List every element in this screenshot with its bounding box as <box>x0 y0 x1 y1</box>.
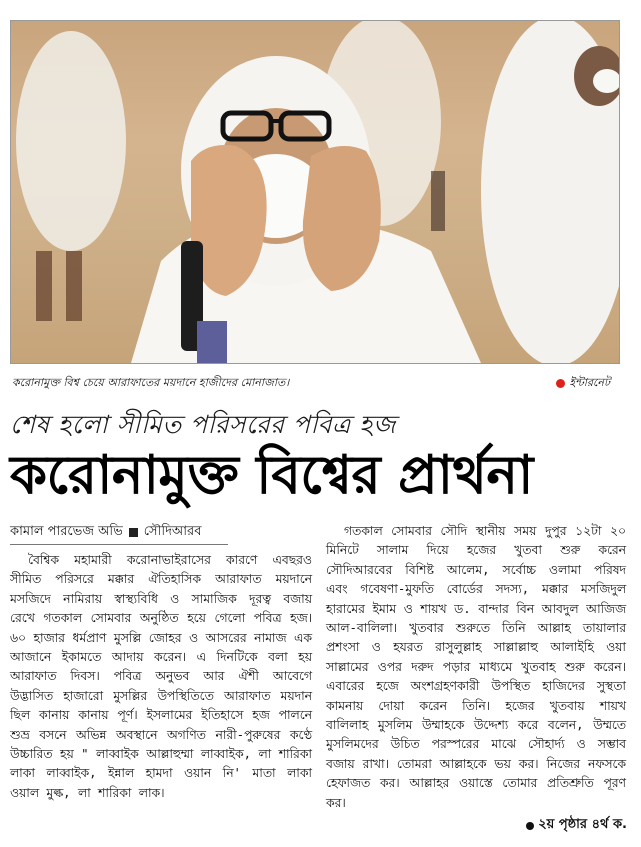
photo-credit <box>556 374 610 393</box>
kicker-headline: শেষ হলো সীমিত পরিসরের পবিত্র হজ <box>10 410 396 439</box>
article-column-left <box>10 551 312 803</box>
pilgrim-photo-illustration <box>11 21 619 363</box>
photo-credit-text: ইন্টারনেট <box>569 376 610 389</box>
photo-caption-row <box>10 368 618 394</box>
byline-author: কামাল পারভেজ অভি <box>10 524 123 539</box>
article-column-right <box>326 522 626 813</box>
continued-text: ২য় পৃষ্ঠার ৪র্থ ক. <box>538 817 627 832</box>
byline-separator-icon <box>129 528 138 537</box>
news-photo <box>10 20 620 364</box>
byline <box>10 522 201 543</box>
main-headline: করোনামুক্ত বিশ্বের প্রার্থনা <box>10 445 533 506</box>
article-paragraph-left: বৈশ্বিক মহামারী করোনাভাইরাসের কারণে এবছরও সীমিত পরিসরে মক্কার ঐতিহাসিক আরাফাত ময়দানে মসজিদে নামিরায় স্বাস্থ্যবিধি ও সামাজিক দূরত্ব বজায় রেখে গতকাল সোমবার অনুষ্ঠিত হয়ে গেলো পবিত্র হজ। ৬০ হাজার ধর্মপ্রাণ মুসল্লি জোহর ও আসরের নামাজ এক আজানে ইকামতে আদায় করেন। এ দিনটিকে বলা হয় আরাফাত দিবস। পবিত্র অনুভব আর ঐশী আবেগে উদ্ভাসিত হাজারো মুসল্লির উপস্থিতিতে আরাফাত ময়দান ছিল কানায় কানায় পূর্ণ। ইসলামের ইতিহাসে হজ পালনে শুভ্র বসনে অভিন্ন অবস্থানে অগণিত নারী-পুরুষের কণ্ঠে উচ্চারিত হয় " লাব্বাইক আল্লাহুম্মা লাব্বাইক, লা শারিকা লাকা লাব্বাইক, ইন্নাল হামদা ওয়ান নি' মাতা লাকা ওয়াল মুল্ক, লা শারিকা লাক। <box>10 553 312 800</box>
photo-caption: করোনামুক্ত বিশ্ব চেয়ে আরাফাতের ময়দানে হাজীদের মোনাজাত। <box>12 376 290 389</box>
credit-bullet-icon <box>556 379 565 388</box>
continued-bullet-icon <box>526 822 534 830</box>
byline-location: সৌদিআরব <box>143 524 202 539</box>
article-paragraph-right: গতকাল সোমবার সৌদি স্থানীয় সময় দুপুর ১২টা ২০ মিনিটে সালাম দিয়ে হজের খুতবা শুরু করেন সৌদিআরবের বিশিষ্ট আলেম, সর্বোচ্চ ওলামা পরিষদ এবং গবেষণা-মুফতি বোর্ডের সদস্য, মক্কার মসজিদুল হারামের ইমাম ও শায়খ ড. বান্দার বিন আবদুল আজিজ আল-বালিলা। খুতবার শুরুতে তিনি আল্লাহ তায়ালার প্রশংসা ও হযরত রাসুলুল্লাহ সাল্লাল্লাহু আলাইহি ওয়া সাল্লামের ওপর দরুদ পড়ার মাধ্যমে খুতবাহ শুরু করেন। এবারের হজে অংশগ্রহণকারী উপস্থিত হাজিদের সুস্থতা কামনায় দোয়া করেন তিনি। হজের খুতবায় শায়খ বালিলাহ মুসলিম উম্মাহকে উদ্দেশ্য করে বলেন, উম্মতে মুসলিমদের উচিত পরস্পরের মাঝে সৌহার্দ্য ও সম্ভাব বজায় রাখা। তোমরা আল্লাহকে ভয় কর। নিজের নফসকে হেফাজত কর। আল্লাহর ওয়াস্তে তোমার প্রতিশ্রুতি পূরণ কর। <box>326 524 626 810</box>
continued-on-page <box>526 815 627 836</box>
byline-divider <box>10 544 228 545</box>
